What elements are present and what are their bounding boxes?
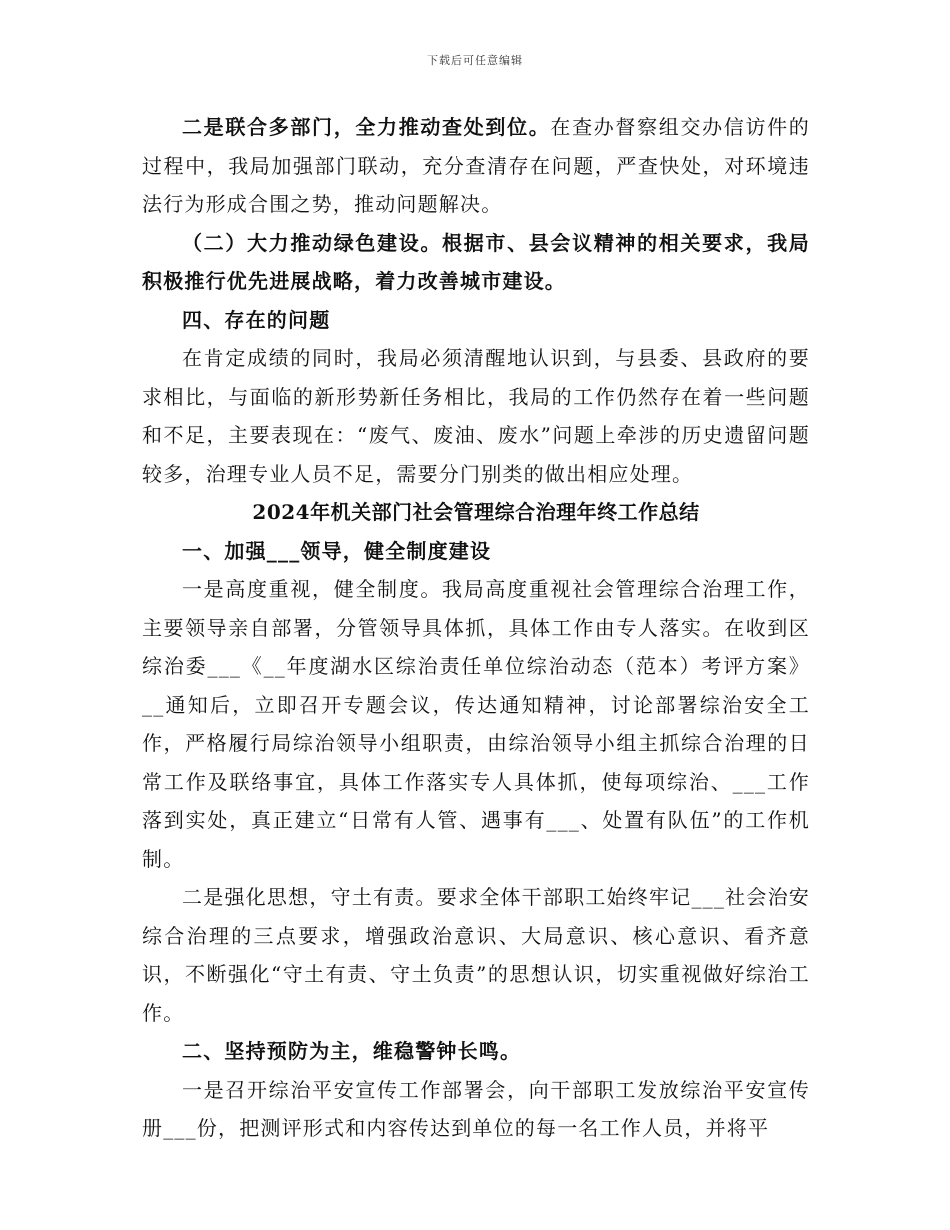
- section-heading-leadership: 一、加强___领导，健全制度建设: [182, 538, 492, 563]
- paragraph-prevention: 一是召开综治平安宣传工作部署会，向干部职工发放综治平安宣传册___份，把测评形式和内容传达到单位的每一名工作人员，并将平: [142, 1077, 810, 1140]
- paragraph-joint-departments: [142, 108, 810, 224]
- paragraph-green-construction: （二）大力推动绿色建设。根据市、县会议精神的相关要求，我局积极推行优先进展战略，着力改善城市建设。: [142, 230, 810, 293]
- paragraph-problems: 在肯定成绩的同时，我局必须清醒地认识到，与县委、县政府的要求相比，与面临的新形势新任务相比，我局的工作仍然存在着一些问题和不足，主要表现在：“废气、废油、废水”问题上牵涉的历史遗留问题较多，治理专业人员不足，需要分门别类的做出相应处理。: [142, 346, 810, 486]
- document-body: [142, 108, 810, 1148]
- document-title: 2024年机关部门社会管理综合治理年终工作总结: [252, 500, 700, 524]
- paragraph-lead-bold: 二是联合多部门，全力推动查处到位。: [182, 115, 551, 139]
- section-heading-problems: 四、存在的问题: [182, 307, 331, 332]
- paragraph-leadership: 一是高度重视，健全制度。我局高度重视社会管理综合治理工作，主要领导亲自部署，分管领导具体抓，具体工作由专人落实。在收到区综治委___《__年度湖水区综治责任单位综治动态（范本）考评方案》__通知后，立即召开专题会议，传达通知精神，讨论部署综治安全工作，严格履行局综治领导小组职责，由综治领导小组主抓综合治理的日常工作及联络事宜，具体工作落实专人具体抓，使每项综治、___工作落到实处，真正建立“日常有人管、遇事有___、处置有队伍”的工作机制。: [142, 577, 810, 871]
- paragraph-text: 在查办督察组交办信访件的过程中，我局加强部门联动，充分查清存在问题，严查快处，对环境违法行为形成合围之势，推动问题解决。: [142, 115, 811, 216]
- page-header: 下载后可任意编辑: [427, 54, 523, 67]
- paragraph-ideology: 二是强化思想，守土有责。要求全体干部职工始终牢记___社会治安综合治理的三点要求，增强政治意识、大局意识、核心意识、看齐意识，不断强化“守土有责、守土负责”的思想认识，切实重视做好综治工作。: [142, 885, 810, 1025]
- section-heading-prevention: 二、坚持预防为主，维稳警钟长鸣。: [182, 1039, 522, 1063]
